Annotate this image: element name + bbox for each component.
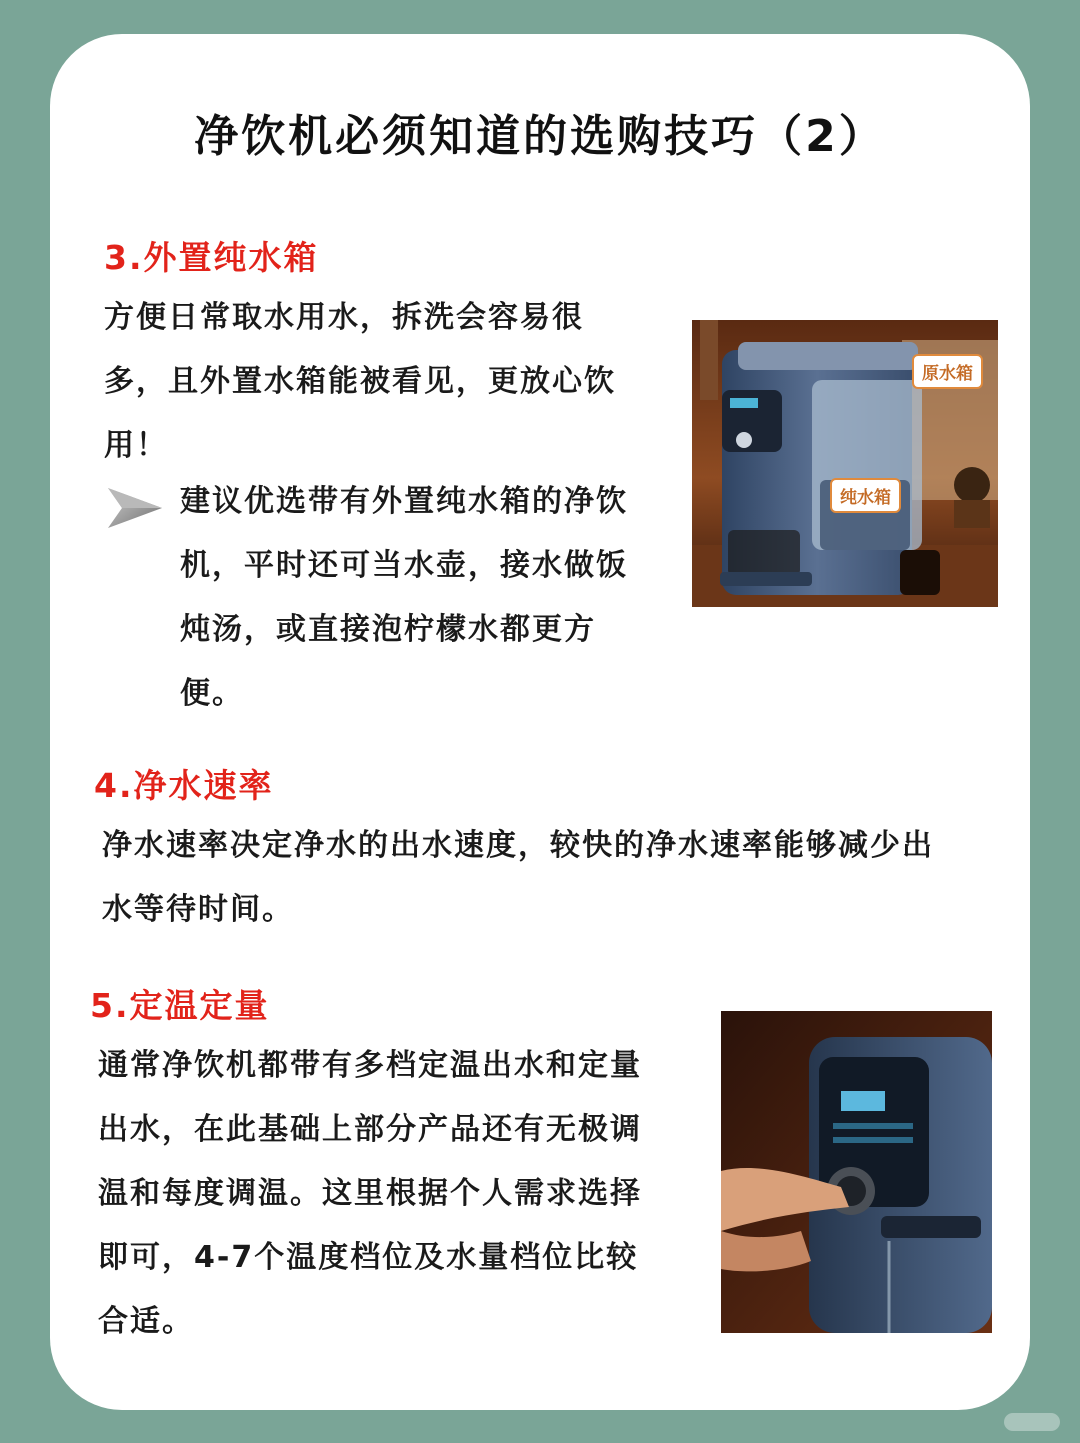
section-tip-external-tank xyxy=(180,470,670,726)
pure-water-tank-label: 纯水箱 xyxy=(830,478,901,513)
arrow-right-icon xyxy=(106,484,164,532)
section-body-external-tank xyxy=(104,286,664,478)
section-heading-purification-rate: 4.净水速率 xyxy=(94,766,274,805)
body-line: 多，且外置水箱能被看见，更放心饮 xyxy=(104,364,616,399)
body-line: 用！ xyxy=(104,428,168,463)
control-panel-photo xyxy=(721,1011,992,1333)
section-body-purification-rate xyxy=(102,814,1002,942)
raw-water-tank-label: 原水箱 xyxy=(912,354,983,389)
body-line: 即可，4-7个温度档位及水量档位比较 xyxy=(98,1240,639,1275)
tip-line: 炖汤，或直接泡柠檬水都更方 xyxy=(180,612,596,647)
tip-line: 建议优选带有外置纯水箱的净饮 xyxy=(180,484,628,519)
body-line: 合适。 xyxy=(98,1304,194,1339)
body-line: 方便日常取水用水，拆洗会容易很 xyxy=(104,300,584,335)
tip-line: 便。 xyxy=(180,676,244,711)
body-line: 温和每度调温。这里根据个人需求选择 xyxy=(98,1176,642,1211)
section-heading-temperature-quantity: 5.定温定量 xyxy=(90,986,270,1025)
body-line: 通常净饮机都带有多档定温出水和定量 xyxy=(98,1048,642,1083)
watermark xyxy=(1004,1413,1060,1431)
body-line: 净水速率决定净水的出水速度，较快的净水速率能够减少出 xyxy=(102,828,934,863)
dispenser-photo xyxy=(692,320,998,607)
section-heading-external-tank: 3.外置纯水箱 xyxy=(104,238,319,277)
tip-line: 机，平时还可当水壶，接水做饭 xyxy=(180,548,628,583)
section-body-temperature-quantity xyxy=(98,1034,688,1354)
body-line: 水等待时间。 xyxy=(102,892,294,927)
page-title: 净饮机必须知道的选购技巧（2） xyxy=(194,111,886,162)
body-line: 出水，在此基础上部分产品还有无极调 xyxy=(98,1112,642,1147)
control-panel-illustration xyxy=(721,1011,992,1333)
